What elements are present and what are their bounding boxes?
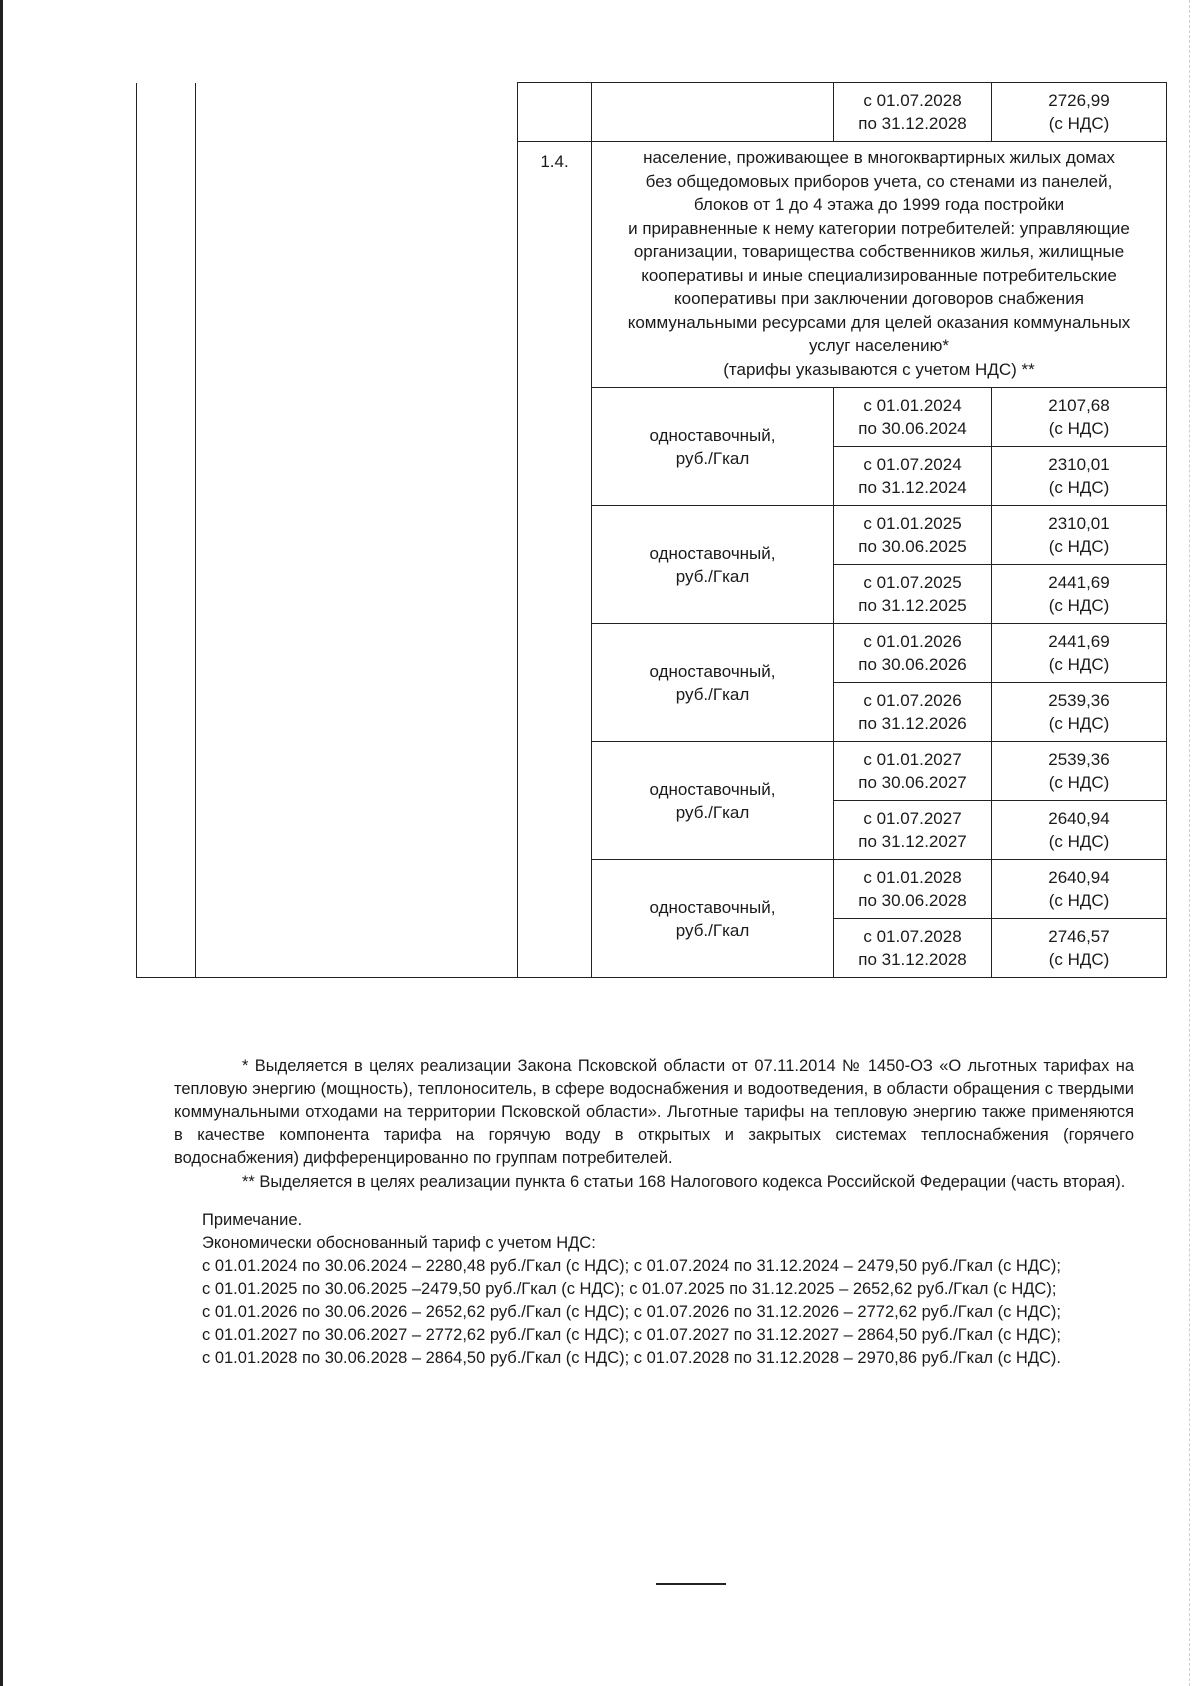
price-value: 2640,94 — [1048, 809, 1110, 828]
period-cell — [834, 860, 992, 919]
price-value: 2539,36 — [1048, 691, 1110, 710]
price-vat-note: (с НДС) — [1048, 655, 1110, 674]
category-line: организации, товарищества собственников жилья, жилищные — [633, 242, 1125, 261]
tariff-type-cell — [592, 860, 834, 978]
remark-subheading: Экономически обоснованный тариф с учетом НДС: — [202, 1234, 596, 1252]
price-value: 2310,01 — [1048, 455, 1110, 474]
period-to: по 31.12.2027 — [858, 832, 967, 851]
remark-heading: Примечание. — [202, 1211, 303, 1229]
tariff-type-line: руб./Гкал — [675, 566, 750, 586]
period-cell — [834, 506, 992, 565]
category-line: кооперативы при заключении договоров снабжения — [674, 289, 1084, 308]
blank-cell — [592, 83, 834, 142]
price-vat-note: (с НДС) — [1048, 596, 1110, 615]
price-value: 2310,01 — [1048, 514, 1110, 533]
period-to: по 30.06.2024 — [858, 419, 967, 438]
tariff-type-cell — [592, 506, 834, 624]
period-to: по 30.06.2025 — [858, 537, 967, 556]
period-from: с 01.07.2025 — [863, 573, 962, 592]
tariff-type-line: руб./Гкал — [675, 920, 750, 940]
price-vat-note: (с НДС) — [1048, 832, 1110, 851]
price-value: 2746,57 — [1048, 927, 1110, 946]
price-value: 2726,99 — [1048, 91, 1110, 110]
price-cell — [992, 860, 1167, 919]
tariff-type-line: руб./Гкал — [675, 802, 750, 822]
price-cell — [992, 506, 1167, 565]
period-from: с 01.01.2026 — [863, 632, 962, 651]
price-vat-note: (с НДС) — [1048, 419, 1110, 438]
period-from: с 01.07.2024 — [863, 455, 962, 474]
category-line: и приравненные к нему категории потребителей: управляющие — [628, 218, 1130, 238]
period-from: с 01.07.2026 — [863, 691, 962, 710]
tariff-type-line: одноставочный, — [649, 897, 776, 917]
price-value: 2441,69 — [1048, 632, 1110, 651]
tariff-type-line: руб./Гкал — [675, 684, 750, 704]
price-cell — [992, 683, 1167, 742]
category-line: блоков от 1 до 4 этажа до 1999 года постройки — [693, 195, 1065, 214]
period-from: с 01.01.2024 — [863, 396, 962, 415]
price-vat-note: (с НДС) — [1048, 773, 1110, 792]
price-vat-note: (с НДС) — [1048, 950, 1110, 969]
period-from: с 01.07.2028 — [863, 91, 962, 110]
period-from: с 01.01.2028 — [863, 868, 962, 887]
price-vat-note: (с НДС) — [1048, 714, 1110, 733]
price-cell — [992, 801, 1167, 860]
period-cell — [834, 683, 992, 742]
price-vat-note: (с НДС) — [1048, 891, 1110, 910]
tariff-type-line: одноставочный, — [649, 779, 776, 799]
period-to: по 30.06.2027 — [858, 773, 967, 792]
remark-line: с 01.01.2025 по 30.06.2025 –2479,50 руб./Гкал (с НДС); с 01.07.2025 по 31.12.2025 – 2652,62 руб./Гкал (с НДС); — [202, 1280, 1057, 1298]
category-line: кооперативы и иные специализированные потребительские — [641, 265, 1117, 285]
period-to: по 31.12.2026 — [858, 714, 967, 733]
price-cell — [992, 83, 1167, 142]
section-number: 1.4. — [518, 142, 592, 978]
period-cell — [834, 83, 992, 142]
tariff-type-line: руб./Гкал — [675, 448, 750, 468]
price-value: 2107,68 — [1048, 396, 1110, 415]
period-cell — [834, 742, 992, 801]
category-line: коммунальными ресурсами для целей оказания коммунальных — [627, 312, 1131, 332]
scan-edge-right — [1189, 0, 1190, 1686]
price-cell — [992, 447, 1167, 506]
period-from: с 01.01.2027 — [863, 750, 962, 769]
tariff-type-line: одноставочный, — [649, 543, 776, 563]
period-cell — [834, 565, 992, 624]
price-value: 2441,69 — [1048, 573, 1110, 592]
price-cell — [992, 919, 1167, 978]
blank-col-2 — [196, 83, 518, 978]
tariff-table-body — [137, 83, 1167, 978]
tariff-table — [136, 82, 1167, 978]
tariff-type-cell — [592, 624, 834, 742]
period-to: по 30.06.2026 — [858, 655, 967, 674]
remark-line: с 01.01.2024 по 30.06.2024 – 2280,48 руб./Гкал (с НДС); с 01.07.2024 по 31.12.2024 – 2479,50 руб./Гкал (с НДС); — [202, 1257, 1062, 1275]
category-line: (тарифы указываются с учетом НДС) ** — [723, 359, 1035, 379]
tariff-type-cell — [592, 388, 834, 506]
category-line: население, проживающее в многоквартирных жилых домах — [643, 148, 1115, 167]
blank-cell — [518, 83, 592, 142]
consumer-category — [592, 142, 1167, 388]
scan-edge-left — [0, 0, 3, 1686]
footnote-star1: * Выделяется в целях реализации Закона Псковской области от 07.11.2014 № 1450-ОЗ «О льготных тарифах на тепловую энергию (мощность), теплоноситель, в сфере водоснабжения и водоотведения, в области обращения с твердыми коммунальными отходами на территории Псковской области». Льготные тарифы на тепловую энергию также применяются в качестве компонента тарифа на горячую воду в открытых и закрытых системах теплоснабжения (горячего водоснабжения) дифференцированно по группам потребителей. — [174, 1057, 1134, 1167]
price-cell — [992, 565, 1167, 624]
remark-line: с 01.01.2026 по 30.06.2026 – 2652,62 руб./Гкал (с НДС); с 01.07.2026 по 31.12.2026 – 2772,62 руб./Гкал (с НДС); — [202, 1303, 1062, 1321]
price-vat-note: (с НДС) — [1048, 478, 1110, 497]
table-row — [137, 83, 1167, 142]
footnote-star2: ** Выделяется в целях реализации пункта 6 статьи 168 Налогового кодекса Российской Федерации (часть вторая). — [242, 1173, 1126, 1191]
tariff-type-cell — [592, 742, 834, 860]
tariff-type-line: одноставочный, — [649, 425, 776, 445]
period-from: с 01.07.2027 — [863, 809, 962, 828]
price-value: 2539,36 — [1048, 750, 1110, 769]
end-rule — [656, 1583, 726, 1585]
period-cell — [834, 624, 992, 683]
price-cell — [992, 742, 1167, 801]
remark — [174, 1209, 1134, 1370]
period-to: по 31.12.2025 — [858, 596, 967, 615]
period-cell — [834, 919, 992, 978]
period-cell — [834, 388, 992, 447]
period-from: с 01.07.2028 — [863, 927, 962, 946]
tariff-type-line: одноставочный, — [649, 661, 776, 681]
period-cell — [834, 801, 992, 860]
period-to: по 30.06.2028 — [858, 891, 967, 910]
period-from: с 01.01.2025 — [863, 514, 962, 533]
remark-lines — [174, 1255, 1134, 1370]
price-vat-note: (с НДС) — [1048, 537, 1110, 556]
period-to: по 31.12.2028 — [858, 950, 967, 969]
period-to: по 31.12.2028 — [858, 114, 967, 133]
period-cell — [834, 447, 992, 506]
category-line: без общедомовых приборов учета, со стенами из панелей, — [645, 171, 1113, 191]
price-value: 2640,94 — [1048, 868, 1110, 887]
price-cell — [992, 388, 1167, 447]
footnotes — [174, 1055, 1134, 1194]
blank-col-1 — [137, 83, 196, 978]
remark-line: с 01.01.2027 по 30.06.2027 – 2772,62 руб./Гкал (с НДС); с 01.07.2027 по 31.12.2027 – 2864,50 руб./Гкал (с НДС); — [202, 1326, 1062, 1344]
price-vat-note: (с НДС) — [1048, 114, 1110, 133]
price-cell — [992, 624, 1167, 683]
category-line: услуг населению* — [808, 336, 949, 355]
remark-line: с 01.01.2028 по 30.06.2028 – 2864,50 руб./Гкал (с НДС); с 01.07.2028 по 31.12.2028 – 2970,86 руб./Гкал (с НДС). — [202, 1349, 1062, 1367]
period-to: по 31.12.2024 — [858, 478, 967, 497]
